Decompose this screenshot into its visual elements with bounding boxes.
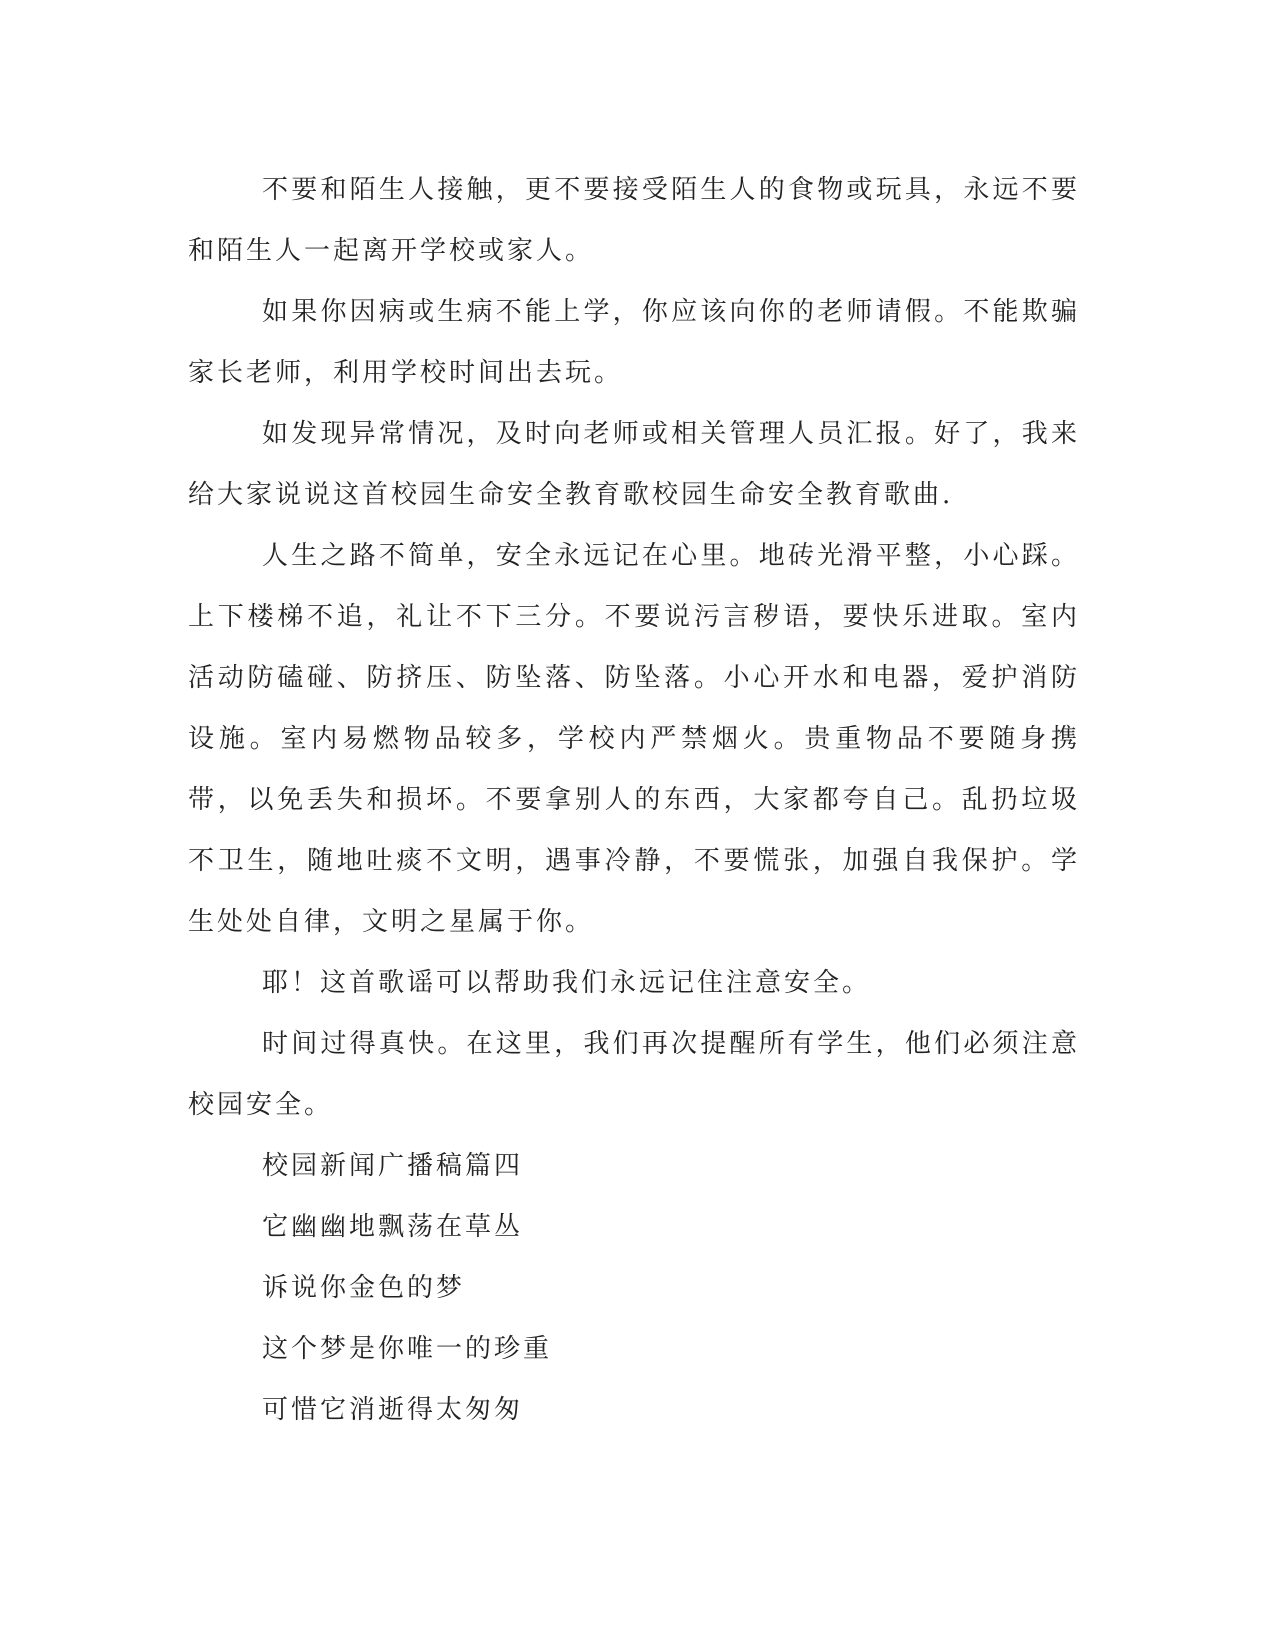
section-title: 校园新闻广播稿篇四 (262, 1151, 524, 1181)
poem-line: 这个梦是你唯一的珍重 (262, 1334, 553, 1364)
paragraph-song-remark: 耶！这首歌谣可以帮助我们永远记住注意安全。 (262, 968, 872, 998)
poem-line: 可惜它消逝得太匆匆 (262, 1395, 524, 1425)
poem-line: 诉说你金色的梦 (262, 1273, 466, 1303)
paragraph-report-abnormal: 如发现异常情况，及时向老师或相关管理人员汇报。好了，我来给大家说说这首校园生命安全教育歌校园生命安全教育歌曲. (188, 419, 1080, 510)
document-body (188, 160, 1080, 1441)
paragraph-sick-leave: 如果你因病或生病不能上学，你应该向你的老师请假。不能欺骗家长老师，利用学校时间出去玩。 (188, 297, 1080, 388)
paragraph-stranger-safety: 不要和陌生人接触，更不要接受陌生人的食物或玩具，永远不要和陌生人一起离开学校或家人。 (188, 175, 1080, 266)
poem-line: 它幽幽地飘荡在草丛 (262, 1212, 524, 1242)
paragraph-safety-song: 人生之路不简单，安全永远记在心里。地砖光滑平整，小心踩。上下楼梯不追，礼让不下三分。不要说污言秽语，要快乐进取。室内活动防磕碰、防挤压、防坠落、防坠落。小心开水和电器，爱护消防设施。室内易燃物品较多，学校内严禁烟火。贵重物品不要随身携带，以免丢失和损坏。不要拿别人的东西，大家都夸自己。乱扔垃圾不卫生，随地吐痰不文明，遇事冷静，不要慌张，加强自我保护。学生处处自律，文明之星属于你。 (188, 541, 1080, 937)
paragraph-closing-reminder: 时间过得真快。在这里，我们再次提醒所有学生，他们必须注意校园安全。 (188, 1029, 1080, 1120)
